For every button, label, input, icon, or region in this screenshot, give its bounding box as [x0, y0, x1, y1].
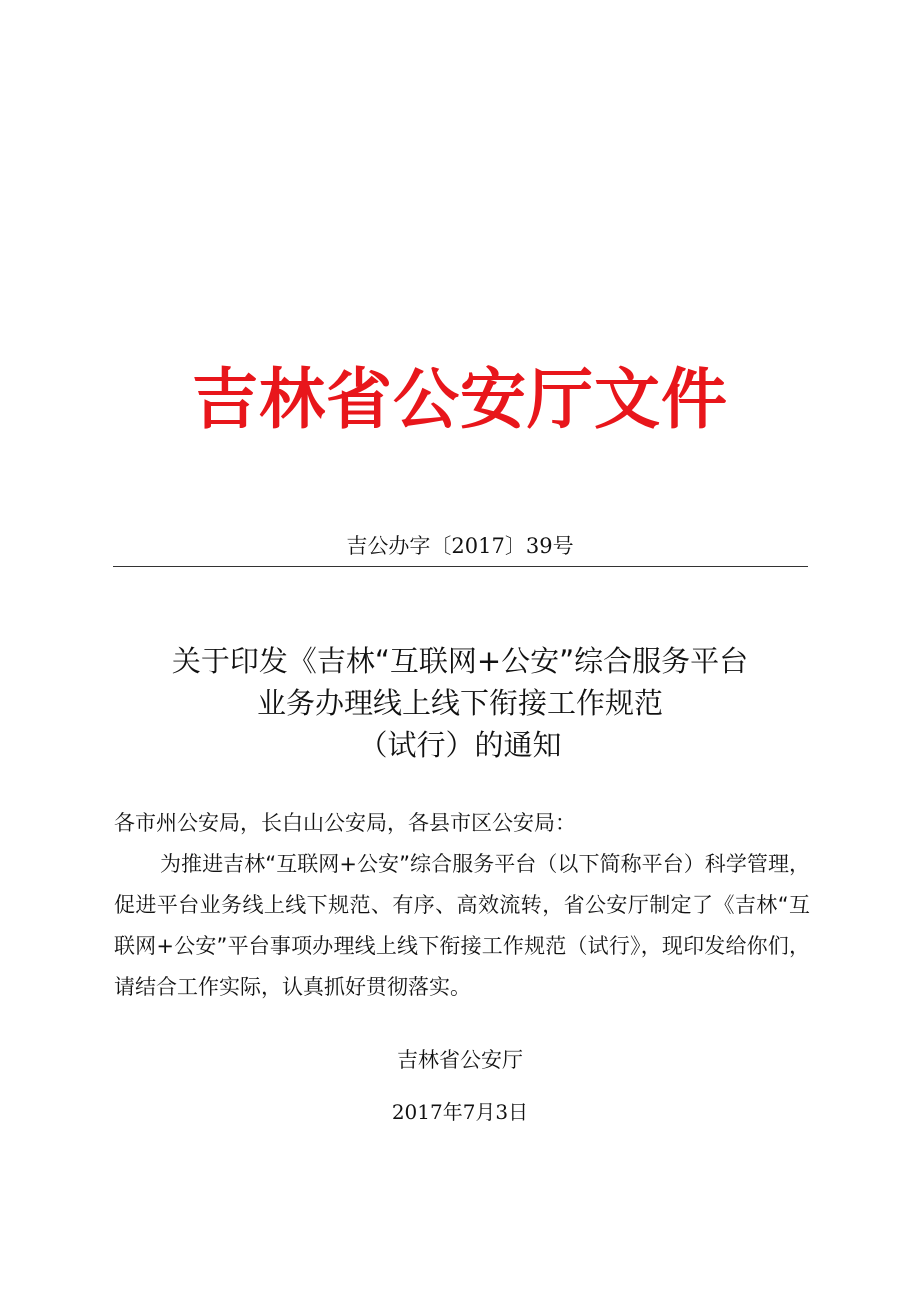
issue-date: 2017年7月3日 [391, 1100, 529, 1124]
issuer-signature: 吉林省公安厅 [397, 1048, 523, 1072]
notice-title-line-1: 关于印发《吉林“互联网+公安”综合服务平台 [171, 644, 749, 678]
document-masthead: 吉林省公安厅文件 [192, 361, 728, 438]
salutation: 各市州公安局，长白山公安局，各县市区公安局： [114, 811, 576, 835]
notice-title [60, 640, 860, 766]
notice-title-line-3: （试行）的通知 [358, 728, 562, 762]
notice-title-line-2: 业务办理线上线下衔接工作规范 [256, 686, 663, 720]
document-number: 吉公办字〔2017〕39号 [346, 534, 574, 558]
body-paragraph: 为推进吉林“互联网+公安”综合服务平台（以下简称平台）科学管理，促进平台业务线上线下规范、有序、高效流转，省公安厅制定了《吉林“互联网+公安”平台事项办理线上线下衔接工作规范（试行》，现印发给你们，请结合工作实际，认真抓好贯彻落实。 [114, 852, 810, 999]
header-divider [113, 566, 808, 567]
